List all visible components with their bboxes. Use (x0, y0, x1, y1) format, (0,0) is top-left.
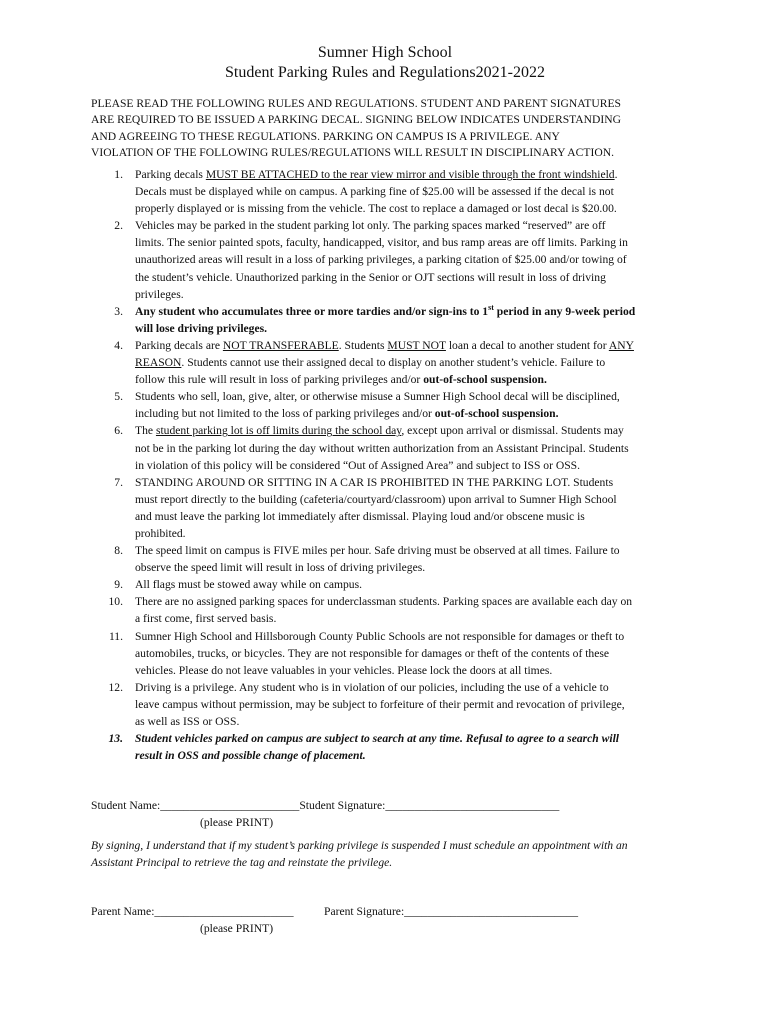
rule-text: will lose driving privileges. (135, 321, 268, 335)
rule-item (91, 628, 691, 679)
rule-text: , except upon arrival or dismissal. Students may (401, 424, 624, 438)
rule-text: STANDING AROUND OR SITTING IN A CAR IS PROHIBITED IN THE PARKING LOT. Students (135, 475, 614, 489)
rule-item (91, 730, 691, 764)
rule-line (135, 713, 691, 730)
rule-line (135, 593, 691, 610)
rule-line (135, 303, 691, 320)
rule-text: ANY (608, 338, 634, 352)
rule-number: 3. (114, 304, 123, 318)
rule-text: follow this rule will result in loss of parking privileges and/or (135, 373, 424, 387)
rule-item (91, 166, 691, 217)
rule-number: 6. (114, 424, 123, 438)
rule-text: as well as ISS or OSS. (135, 715, 240, 728)
rule-text: Parking decals (135, 168, 206, 181)
rule-number: 4. (114, 338, 123, 352)
rule-line (135, 662, 691, 679)
rule-line (135, 696, 691, 713)
rule-line (135, 747, 691, 764)
rule-text: vehicles. Please do not leave valuables in your vehicles. Please lock the doors at all times. (135, 663, 553, 677)
rule-line (135, 320, 691, 337)
rule-line (135, 610, 691, 627)
parent-print-note: (please PRINT) (200, 922, 274, 935)
rule-line (135, 286, 691, 303)
rule-line (135, 251, 691, 268)
rule-text: Students who sell, loan, give, alter, or otherwise misuse a Sumner High School decal will be disciplined, (135, 390, 620, 404)
rule-item (91, 422, 691, 473)
rule-item (91, 474, 691, 542)
rule-line (135, 440, 691, 457)
school-title: Sumner High School (317, 44, 453, 61)
rule-line (135, 508, 691, 525)
rules-list (91, 166, 691, 764)
rule-text: not be in the parking lot during the day without written authorization from an Assistant Principal. Students (135, 441, 629, 455)
rule-text: automobiles, trucks, or bicycles. They are not responsible for damages or theft of the contents of these (135, 646, 610, 660)
rule-text: prohibited. (135, 526, 186, 540)
parent-signature-line: Parent Signature:______________________________ (324, 905, 579, 918)
rule-number: 12. (108, 680, 123, 694)
rule-line (135, 542, 691, 559)
rule-line (135, 269, 691, 286)
rule-text: properly displayed or is missing from the vehicle. The cost to replace a damaged or lost decal is $20.00. (135, 202, 617, 216)
rule-line (135, 525, 691, 542)
rule-text: All flags must be stowed away while on campus. (135, 578, 363, 592)
rule-line (135, 491, 691, 508)
rule-line (135, 354, 691, 371)
rule-number: 10. (108, 595, 123, 609)
rule-text: MUST NOT (387, 338, 446, 352)
rule-text: st (488, 302, 494, 312)
rule-text: in violation of this policy will be considered “Out of Assigned Area” and subject to ISS or OSS. (135, 458, 581, 472)
rule-text: out-of-school suspension. (423, 373, 547, 387)
rule-text: the student’s vehicle. Unauthorized parking in the Senior or OJT sections will result in loss of driving (135, 270, 606, 284)
rule-text: student parking lot is off limits during the school day (155, 424, 402, 438)
rule-line (135, 628, 691, 645)
rule-text: . (614, 168, 618, 181)
rule-line (135, 371, 691, 388)
rule-text: The speed limit on campus is FIVE miles per hour. Safe driving must be observed at all times. Failure to (135, 544, 620, 558)
rule-text: Any student who accumulates three or more tardies and/or sign-ins to 1 (135, 304, 489, 318)
rule-item (91, 576, 691, 593)
rule-text: unauthorized areas will result in a loss of parking privileges, a parking citation of $25.00 and/or towing of (135, 253, 627, 267)
rule-line (135, 730, 691, 747)
rule-item (91, 217, 691, 302)
rule-line (135, 166, 691, 183)
rule-line (135, 645, 691, 662)
intro-paragraph (91, 96, 691, 162)
document-title: Student Parking Rules and Regulations2021-2022 (225, 64, 545, 81)
rule-item (91, 303, 691, 337)
intro-line: PLEASE READ THE FOLLOWING RULES AND REGULATIONS. STUDENT AND PARENT SIGNATURES (91, 97, 622, 110)
rule-text: out-of-school suspension. (434, 407, 559, 421)
rule-text: Sumner High School and Hillsborough County Public Schools are not responsible for damages or theft to (135, 629, 625, 643)
rule-line (135, 474, 691, 491)
rule-line (135, 337, 691, 354)
student-print-note: (please PRINT) (200, 816, 274, 829)
rule-text: result in OSS and possible change of placement. (135, 749, 366, 763)
intro-line: VIOLATION OF THE FOLLOWING RULES/REGULATIONS WILL RESULT IN DISCIPLINARY ACTION. (91, 146, 614, 160)
intro-line: ARE REQUIRED TO BE ISSUED A PARKING DECAL. SIGNING BELOW INDICATES UNDERSTANDING (91, 113, 622, 127)
rule-item (91, 542, 691, 576)
rule-text: loan a decal to another student for (445, 338, 609, 352)
rule-line (135, 234, 691, 251)
rule-text: leave campus without permission, may be subject to forfeiture of their permit and revocation of privilege, (135, 697, 625, 711)
rule-text: observe the speed limit will result in loss of driving privileges. (135, 561, 426, 575)
rule-text: Student vehicles parked on campus are subject to search at any time. Refusal to agree to a search will (135, 732, 620, 746)
rule-item (91, 388, 691, 422)
rule-line (135, 679, 691, 696)
rule-line (135, 217, 691, 234)
rule-line (135, 457, 691, 474)
rule-text: . Students (338, 338, 388, 352)
rule-text: Vehicles may be parked in the student parking lot only. The parking spaces marked “reserved” are off (135, 219, 606, 233)
rule-number: 2. (114, 219, 123, 233)
rule-line (135, 422, 691, 439)
rule-text: NOT TRANSFERABLE (222, 338, 339, 352)
rule-line (135, 405, 691, 422)
rule-item (91, 593, 691, 627)
rule-number: 13. (108, 732, 123, 746)
rule-text: limits. The senior painted spots, faculty, handicapped, visitor, and bus ramp areas are off limits. Parking in (135, 236, 628, 250)
rule-item (91, 337, 691, 388)
rule-text: REASON (135, 356, 182, 370)
rule-text: and must leave the parking lot immediately after dismissal. Playing loud and/or obscene music is (135, 509, 585, 523)
rule-text: a first come, first served basis. (135, 612, 277, 626)
rule-line (135, 559, 691, 576)
rule-number: 8. (114, 544, 123, 558)
rule-text: . Students cannot use their assigned decal to display on another student’s vehicle. Failure to (181, 356, 606, 370)
rule-text: privileges. (135, 287, 184, 301)
intro-line: AND AGREEING TO THESE REGULATIONS. PARKING ON CAMPUS IS A PRIVILEGE. ANY (91, 129, 560, 143)
rule-text: MUST BE ATTACHED to the rear view mirror and visible through the front windshield (205, 168, 615, 181)
rule-line (135, 388, 691, 405)
rule-number: 7. (114, 475, 123, 489)
rule-line (135, 200, 691, 217)
rule-line (135, 576, 691, 593)
rule-text: Driving is a privilege. Any student who is in violation of our policies, including the use of a vehicle to (135, 680, 609, 694)
rule-text: including but not limited to the loss of parking privileges and/or (135, 407, 435, 421)
disclaimer-line: Assistant Principal to retrieve the tag and reinstate the privilege. (91, 856, 393, 869)
rule-number: 11. (108, 629, 123, 643)
rule-text: There are no assigned parking spaces for underclassman students. Parking spaces are available each day on (135, 595, 633, 609)
student-signature-line: Student Name:________________________Student Signature:______________________________ (91, 799, 560, 812)
rule-number: 1. (114, 168, 123, 181)
rule-text: Decals must be displayed while on campus. A parking fine of $25.00 will be assessed if the decal is not (135, 185, 614, 199)
rule-text: period in any 9-week period (493, 304, 636, 318)
rule-text: must report directly to the building (cafeteria/courtyard/classroom) upon arrival to Sumner High School (135, 492, 617, 506)
rule-item (91, 679, 691, 730)
rule-text: Parking decals are (135, 338, 223, 352)
rule-text: The (135, 424, 156, 438)
parent-name-line: Parent Name:________________________ (91, 905, 294, 918)
rule-line (135, 183, 691, 200)
rule-number: 5. (114, 390, 123, 404)
rule-number: 9. (114, 578, 123, 592)
disclaimer-line: By signing, I understand that if my student’s parking privilege is suspended I must schedule an appointment with an (91, 839, 628, 852)
